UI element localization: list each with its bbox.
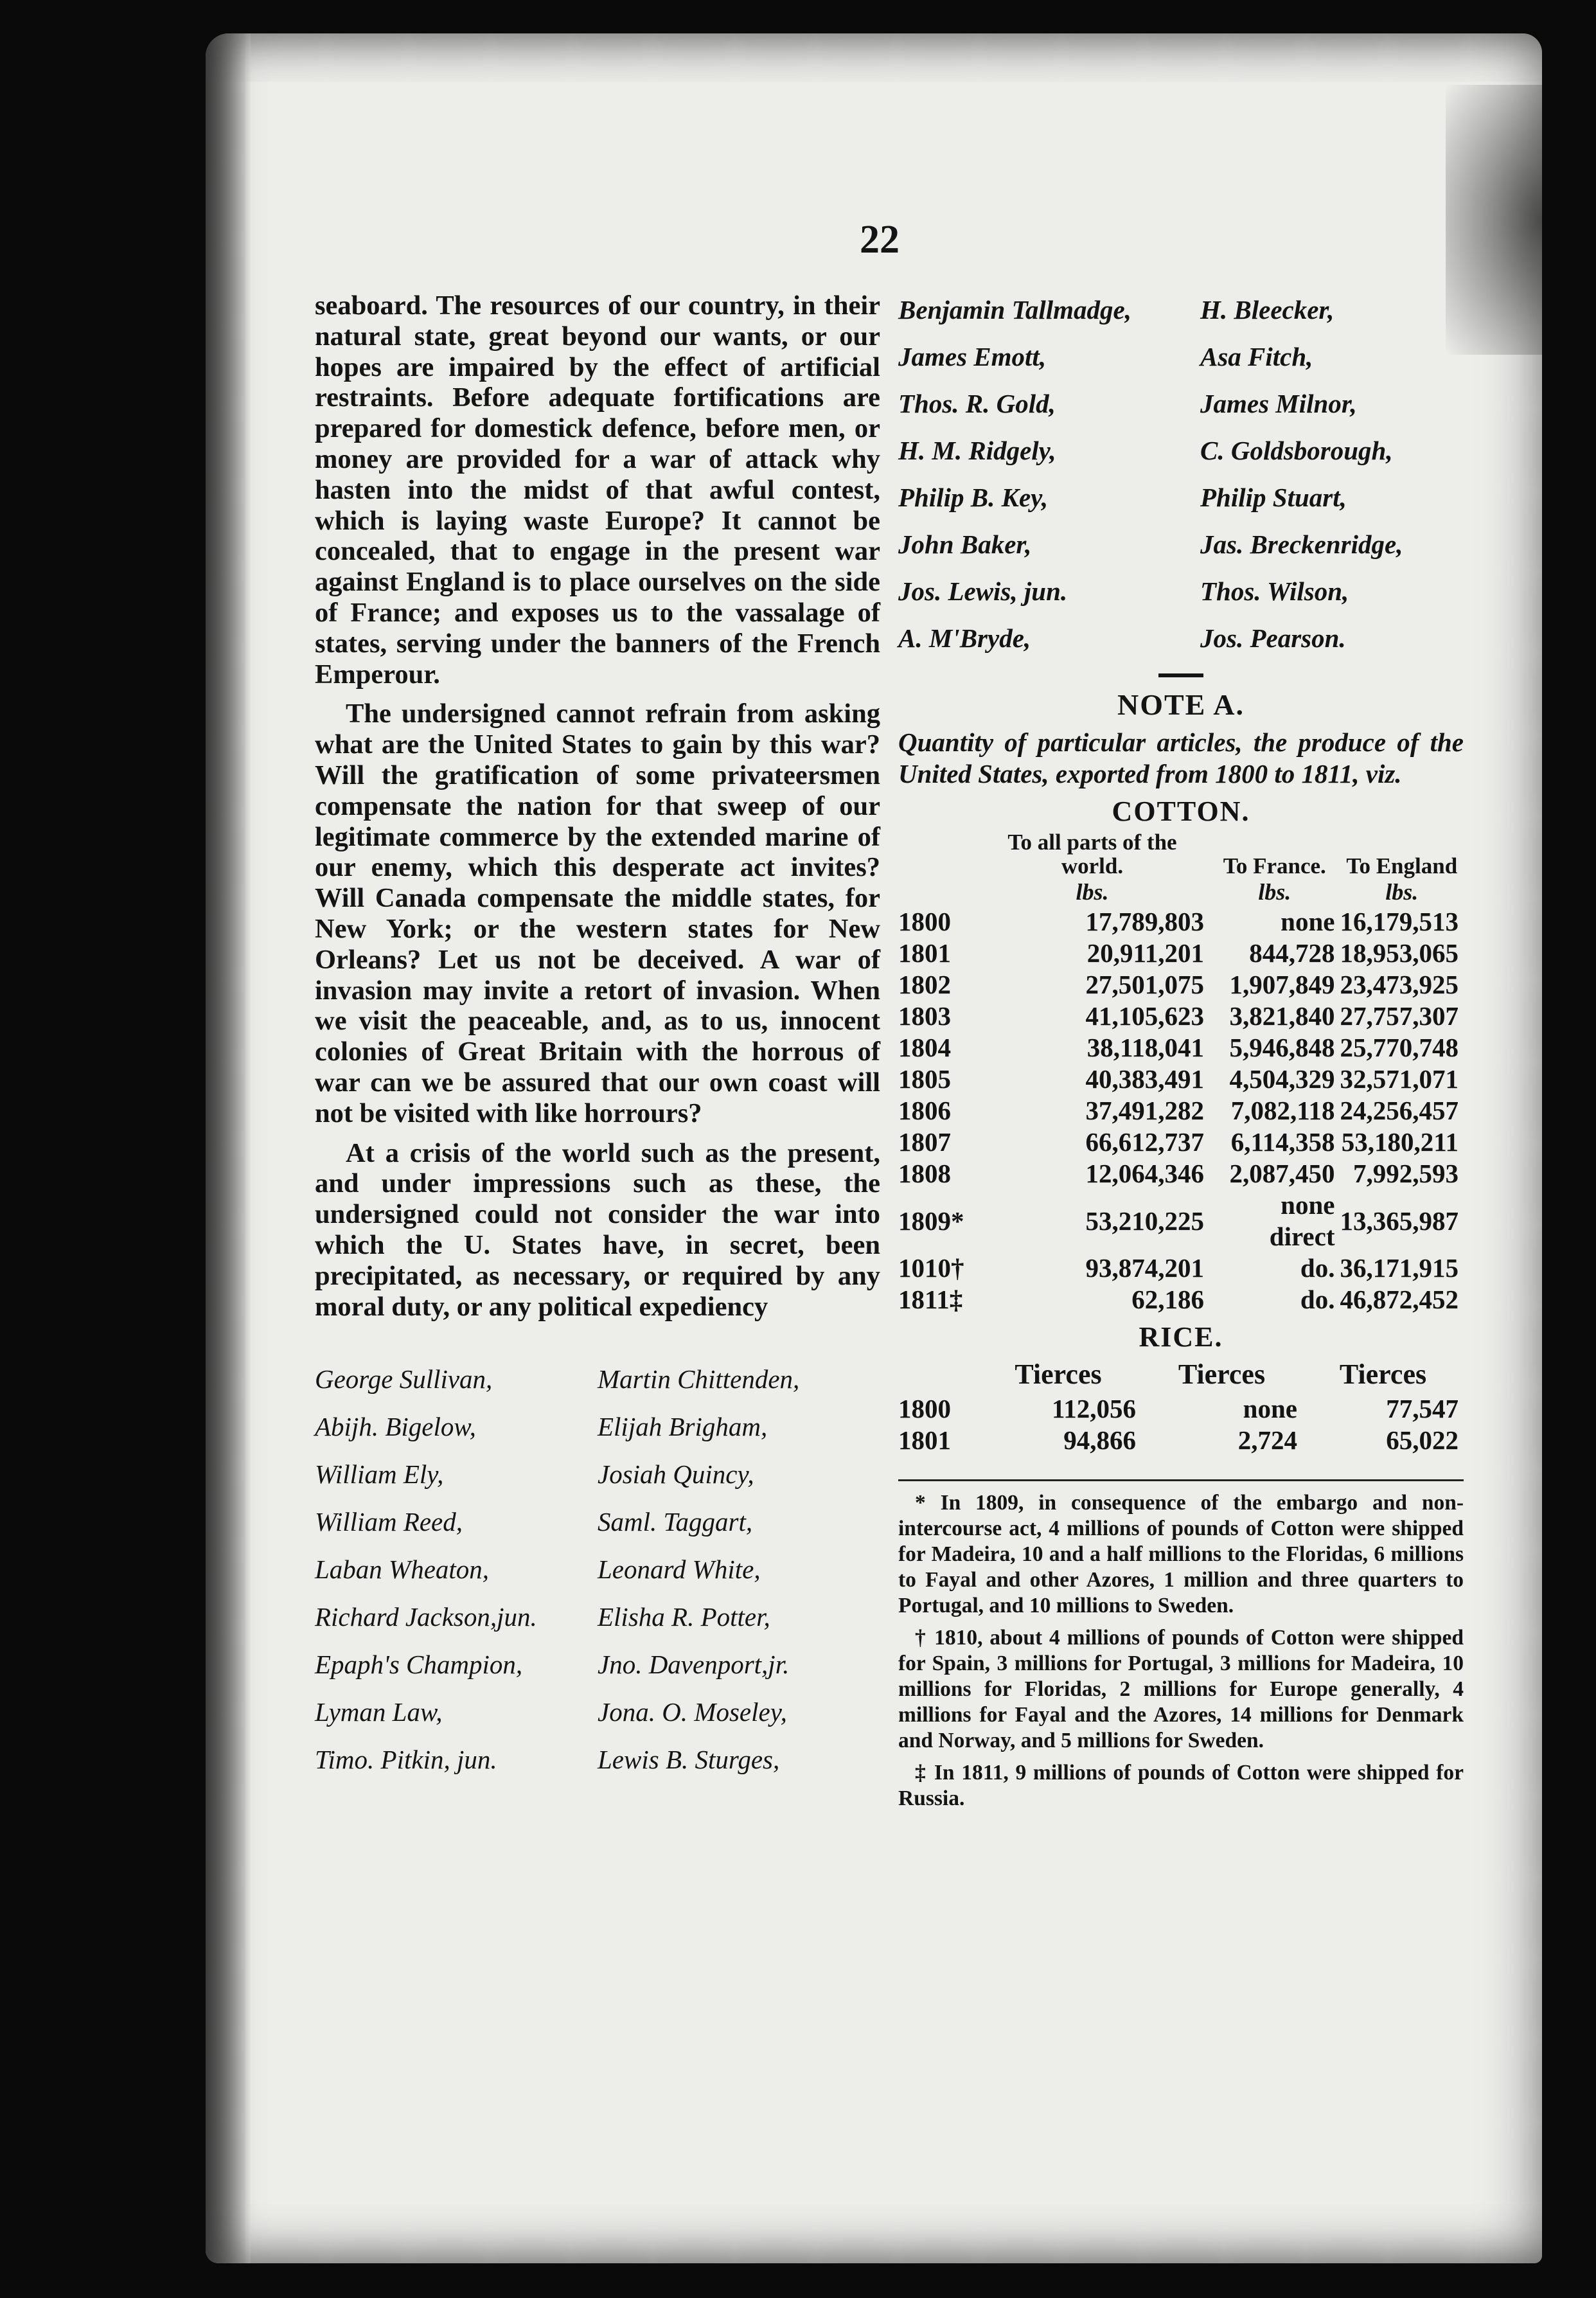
signature: Elijah Brigham,	[598, 1412, 768, 1442]
left-signatures	[315, 1359, 880, 1779]
cotton-value-cell: 1,907,849	[1229, 970, 1335, 999]
rice-header-row	[898, 1356, 1464, 1393]
signature: Lewis B. Sturges,	[598, 1745, 780, 1775]
cotton-value-cell: 36,171,915	[1340, 1253, 1459, 1283]
cotton-header-world: To all parts of the world.	[1007, 830, 1177, 878]
rice-value-cell: 77,547	[1386, 1394, 1459, 1423]
cotton-value-cell: 3,821,840	[1229, 1001, 1335, 1031]
cotton-value-cell: 18,953,065	[1340, 938, 1459, 968]
cotton-value-cell: 16,179,513	[1340, 907, 1459, 936]
signature: John Baker,	[898, 530, 1032, 559]
signature: Asa Fitch,	[1200, 342, 1313, 371]
signature: Elisha R. Potter,	[598, 1602, 770, 1632]
rice-value-cell: 65,022	[1386, 1425, 1459, 1455]
signature: Laban Wheaton,	[315, 1554, 490, 1585]
cotton-value-cell: 7,992,593	[1353, 1159, 1459, 1188]
signature: Timo. Pitkin, jun.	[315, 1745, 497, 1775]
cotton-row	[898, 1064, 1464, 1095]
signature: James Emott,	[898, 342, 1047, 371]
paragraph-undersigned: The undersigned cannot refrain from asking what are the United States to gain by this war? Will the gratification of some privateersmen compensate the nation for that sweep of our legitimate commerce by the extended marine of our enemy, which this desperate act invites? Will Canada compensate the middle states, for New York; or the western states for New Orleans? Let us not be deceived. A war of invasion may invite a retort of invasion. When we visit the peaceable, and, as to us, innocent colonies of Great Britain with the horrous of war can we be assured that our own coast will not be visited with like horrours?	[315, 699, 880, 1128]
signature: Jno. Davenport,jr.	[598, 1650, 790, 1680]
cotton-value-cell: 40,383,491	[1085, 1064, 1204, 1094]
page-edge-shadow	[206, 33, 251, 2263]
footnotes	[898, 1479, 1464, 1812]
signature: Benjamin Tallmadge,	[898, 295, 1131, 325]
rice-header: Tierces	[1015, 1358, 1102, 1390]
cotton-row	[898, 1032, 1464, 1064]
cotton-value-cell: none	[1281, 907, 1335, 936]
cotton-year-cell: 1801	[898, 938, 951, 968]
cotton-year-cell: 1811‡	[898, 1285, 963, 1314]
cotton-year-cell: 1808	[898, 1159, 951, 1188]
right-signatures	[898, 290, 1464, 658]
cotton-value-cell: 6,114,358	[1230, 1127, 1335, 1157]
unit-blank	[898, 878, 975, 906]
signature: H. M. Ridgely,	[898, 436, 1056, 465]
signature: James Milnor,	[1200, 389, 1357, 418]
cotton-row	[898, 1189, 1464, 1252]
cotton-unit: lbs.	[1385, 879, 1419, 905]
rice-value-cell: 2,724	[1237, 1425, 1297, 1455]
signature: Thos. Wilson,	[1200, 576, 1349, 606]
signature: William Reed,	[315, 1507, 463, 1537]
cotton-value-cell: do.	[1300, 1253, 1335, 1283]
cotton-year-cell: 1803	[898, 1001, 951, 1031]
cotton-year-cell: 1804	[898, 1033, 951, 1062]
signature: C. Goldsborough,	[1200, 436, 1393, 465]
signature: Lyman Law,	[315, 1697, 443, 1727]
rice-row	[898, 1393, 1464, 1425]
cotton-value-cell: 4,504,329	[1229, 1064, 1335, 1094]
cotton-header-row	[898, 830, 1464, 878]
cotton-value-cell: none direct	[1269, 1190, 1335, 1251]
note-title: NOTE A.	[1117, 688, 1245, 721]
cotton-row	[898, 1095, 1464, 1127]
cotton-value-cell: 62,186	[1131, 1285, 1204, 1314]
cotton-unit: lbs.	[1258, 879, 1291, 905]
cotton-row	[898, 1001, 1464, 1032]
signature: Thos. R. Gold,	[898, 389, 1056, 418]
cotton-value-cell: 17,789,803	[1085, 907, 1204, 936]
section-divider	[1158, 673, 1203, 677]
cotton-header-england: To England	[1346, 853, 1458, 878]
footnote-1810: † 1810, about 4 millions of pounds of Cotton were shipped for Spain, 3 millions for Portugal, 3 millions for Madeira, 10 millions for Floridas, 2 millions for Europe generally, 4 millions for Fayal and the Azores, 14 millions for Denmark and Norway, and 5 millions for Sweden.	[898, 1626, 1464, 1752]
cotton-year-cell: 1805	[898, 1064, 951, 1094]
cotton-value-cell: 66,612,737	[1085, 1127, 1204, 1157]
cotton-value-cell: 844,728	[1249, 938, 1335, 968]
cotton-value-cell: do.	[1300, 1285, 1335, 1314]
cotton-value-cell: 37,491,282	[1085, 1096, 1204, 1125]
cotton-value-cell: 13,365,987	[1340, 1206, 1459, 1236]
left-column	[315, 290, 880, 1779]
cotton-value-cell: 27,501,075	[1085, 970, 1204, 999]
cotton-year-cell: 1807	[898, 1127, 951, 1157]
rice-table-body	[898, 1393, 1464, 1456]
cotton-table	[898, 830, 1464, 1315]
right-column	[898, 290, 1464, 1812]
cotton-table-body	[898, 906, 1464, 1315]
cotton-value-cell: 25,770,748	[1340, 1033, 1459, 1062]
cotton-value-cell: 2,087,450	[1229, 1159, 1335, 1188]
signature: George Sullivan,	[315, 1364, 493, 1394]
page-number: 22	[860, 218, 900, 262]
cotton-value-cell: 7,082,118	[1230, 1096, 1335, 1125]
rice-header: Tierces	[1339, 1358, 1427, 1390]
signature: Abijh. Bigelow,	[315, 1412, 476, 1442]
paragraph-crisis: At a crisis of the world such as the present, and under impressions such as these, the undersigned could not consider the war into which the U. States have, in secret, been precipitated, as necessary, or required by any moral duty, or any political expediency	[315, 1137, 880, 1322]
rice-table	[898, 1356, 1464, 1456]
cotton-unit: lbs.	[1076, 879, 1109, 905]
signature: Philip Stuart,	[1200, 483, 1347, 512]
cotton-row	[898, 969, 1464, 1001]
rice-value-cell: none	[1243, 1394, 1297, 1423]
cotton-value-cell: 41,105,623	[1085, 1001, 1204, 1031]
cotton-row	[898, 1284, 1464, 1315]
signature: Philip B. Key,	[898, 483, 1049, 512]
signature: Josiah Quincy,	[598, 1459, 754, 1490]
cotton-year-cell: 1800	[898, 907, 951, 936]
cotton-value-cell: 38,118,041	[1086, 1033, 1204, 1062]
cotton-row	[898, 1127, 1464, 1158]
cotton-header-france: To France.	[1223, 853, 1326, 878]
footnote-1809: * In 1809, in consequence of the embargo and non-intercourse act, 4 millions of pounds of Cotton were shipped for Madeira, 10 and a half millions to the Floridas, 6 millions to Fayal and other Azores, 1 million and three quarters to Portugal, and 10 millions to Sweden.	[898, 1491, 1464, 1617]
paragraph-seaboard: seaboard. The resources of our country, in their natural state, great beyond our wants, or our hopes are impaired by the effect of artificial restraints. Before adequate fortifications are prepared for domestick defence, before men, or money are provided for a war of attack why hasten into the midst of that awful contest, which is laying waste Europe? It cannot be concealed, that to engage in the present war against England is to place ourselves on the side of France; and exposes us to the vassalage of states, serving under the banners of the French Emperour.	[315, 290, 880, 690]
rice-value-cell: 112,056	[1051, 1394, 1136, 1423]
header-blank	[898, 1356, 975, 1393]
cotton-value-cell: 53,210,225	[1085, 1206, 1204, 1236]
cotton-unit-row	[898, 878, 1464, 906]
signature: H. Bleecker,	[1200, 295, 1334, 325]
signature: William Ely,	[315, 1459, 444, 1490]
cotton-value-cell: 24,256,457	[1340, 1096, 1459, 1125]
rice-header: Tierces	[1178, 1358, 1266, 1390]
cotton-year-cell: 1809*	[898, 1206, 964, 1236]
cotton-year-cell: 1806	[898, 1096, 951, 1125]
signature: Jas. Breckenridge,	[1200, 530, 1403, 559]
cotton-value-cell: 27,757,307	[1340, 1001, 1459, 1031]
cotton-value-cell: 23,473,925	[1340, 970, 1459, 999]
cotton-value-cell: 46,872,452	[1340, 1285, 1459, 1314]
signature: Martin Chittenden,	[598, 1364, 800, 1394]
signature: A. M'Bryde,	[898, 623, 1031, 653]
rice-row	[898, 1425, 1464, 1456]
cotton-value-cell: 20,911,201	[1086, 938, 1204, 968]
signature: Jos. Pearson.	[1200, 623, 1346, 653]
signature: Epaph's Champion,	[315, 1650, 523, 1680]
note-intro: Quantity of particular articles, the produce of the United States, exported from 1800 to 1811, viz.	[898, 727, 1464, 788]
rice-year-cell: 1801	[898, 1425, 951, 1455]
cotton-table-title: COTTON.	[1112, 796, 1250, 827]
cotton-row	[898, 938, 1464, 969]
signature: Jona. O. Moseley,	[598, 1697, 787, 1727]
cotton-value-cell: 53,180,211	[1341, 1127, 1459, 1157]
cotton-value-cell: 93,874,201	[1085, 1253, 1204, 1283]
cotton-year-cell: 1010†	[898, 1253, 964, 1283]
rice-value-cell: 94,866	[1063, 1425, 1136, 1455]
signature: Richard Jackson,jun.	[315, 1602, 537, 1632]
footnote-1811: ‡ In 1811, 9 millions of pounds of Cotton were shipped for Russia.	[898, 1761, 1464, 1810]
cotton-value-cell: 12,064,346	[1085, 1159, 1204, 1188]
cotton-value-cell: 32,571,071	[1340, 1064, 1459, 1094]
signature: Jos. Lewis, jun.	[898, 576, 1068, 606]
cotton-year-cell: 1802	[898, 970, 951, 999]
cotton-row	[898, 1252, 1464, 1284]
rice-table-title: RICE.	[1139, 1321, 1223, 1353]
signature: Leonard White,	[598, 1554, 761, 1585]
cotton-value-cell: 5,946,848	[1229, 1033, 1335, 1062]
cotton-row	[898, 1158, 1464, 1189]
cotton-row	[898, 906, 1464, 938]
header-blank	[898, 830, 975, 878]
rice-year-cell: 1800	[898, 1394, 951, 1423]
signature: Saml. Taggart,	[598, 1507, 753, 1537]
